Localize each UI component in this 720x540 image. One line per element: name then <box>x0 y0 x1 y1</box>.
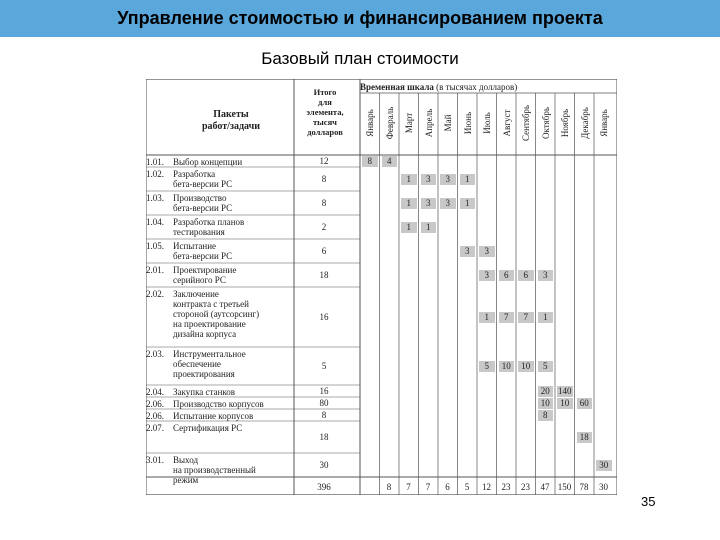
row-total: 5 <box>321 361 327 371</box>
cost-cell: 10 <box>538 398 554 409</box>
month-label: Январь <box>599 109 609 137</box>
row-description: Испытание бета-версии РС <box>173 241 233 261</box>
month-label: Март <box>404 112 414 134</box>
row-description: Проектирование серийного РС <box>173 265 237 285</box>
month-header <box>537 95 555 151</box>
row-total: 8 <box>321 410 327 420</box>
row-code: 1.03. <box>146 193 164 203</box>
slide-subtitle: Базовый план стоимости <box>261 49 459 68</box>
cost-cell: 7 <box>518 312 534 323</box>
month-total: 30 <box>599 482 608 492</box>
month-label: Август <box>501 109 512 137</box>
month-header <box>576 95 594 151</box>
row-description: Разработка планов тестирования <box>173 217 245 237</box>
cost-cell: 18 <box>577 432 593 443</box>
month-total: 5 <box>464 482 470 492</box>
cost-cell: 1 <box>460 198 476 209</box>
month-total: 12 <box>482 482 491 492</box>
row-description: Разработка бета-версии РС <box>173 169 233 189</box>
month-header <box>498 95 516 151</box>
cost-cell: 10 <box>557 398 573 409</box>
month-total: 8 <box>386 482 392 492</box>
row-code: 2.04. <box>146 387 164 397</box>
grand-total: 396 <box>317 482 331 492</box>
row-total: 12 <box>319 156 329 166</box>
page-number: 35 <box>641 494 656 509</box>
row-code: 1.04. <box>146 217 164 227</box>
row-description: Инструментальное обеспечение проектирования <box>173 349 246 379</box>
cost-cell: 7 <box>499 312 515 323</box>
row-code: 2.03. <box>146 349 164 359</box>
cost-cell: 20 <box>538 386 554 397</box>
cost-cell: 8 <box>362 156 378 167</box>
row-code: 1.01. <box>146 157 164 167</box>
cost-cell: 3 <box>421 174 437 185</box>
month-header <box>595 95 613 151</box>
row-total: 18 <box>319 270 329 280</box>
month-total: 6 <box>445 482 450 492</box>
header-timeline-bold: Временная шкала <box>360 82 434 92</box>
month-label: Июнь <box>462 111 473 135</box>
month-total: 47 <box>540 482 550 492</box>
row-code: 3.01. <box>146 455 164 465</box>
cost-cell: 1 <box>401 222 417 233</box>
cost-cell: 1 <box>479 312 495 323</box>
header-timeline-note: (в тысячах долларов) <box>433 82 518 92</box>
month-label: Январь <box>365 109 375 137</box>
header-timeline <box>360 82 616 92</box>
cost-cell: 4 <box>382 156 398 167</box>
month-header <box>459 95 477 151</box>
cost-cell: 5 <box>479 361 495 372</box>
cost-cell: 10 <box>499 361 515 372</box>
month-label: Февраль <box>384 106 395 140</box>
row-total: 16 <box>319 386 329 396</box>
cost-cell: 1 <box>401 198 417 209</box>
month-total: 23 <box>521 482 530 492</box>
month-header <box>400 95 418 151</box>
row-code: 1.02. <box>146 169 164 179</box>
month-header <box>556 95 574 151</box>
cost-cell: 30 <box>596 460 612 471</box>
row-description: Выбор концепции <box>173 157 243 167</box>
row-code: 1.05. <box>146 241 164 251</box>
row-code: 2.02. <box>146 289 164 299</box>
month-total: 78 <box>579 482 589 492</box>
month-header <box>478 95 496 151</box>
month-total: 7 <box>406 482 411 492</box>
row-total: 8 <box>321 198 327 208</box>
month-header <box>439 95 457 151</box>
row-code: 2.06. <box>146 411 164 421</box>
month-total: 150 <box>557 482 572 492</box>
row-code: 2.06. <box>146 399 164 409</box>
row-description: Закупка станков <box>173 387 236 397</box>
month-label: Декабрь <box>579 107 590 139</box>
cost-cell: 60 <box>577 398 593 409</box>
month-label: Ноябрь <box>560 108 570 138</box>
cost-cell: 6 <box>499 270 515 281</box>
cost-cell: 6 <box>518 270 534 281</box>
cost-cell: 3 <box>421 198 437 209</box>
row-description: Сертификация РС <box>173 423 243 433</box>
row-total: 2 <box>321 222 327 232</box>
cost-cell: 8 <box>538 410 554 421</box>
page-title: Управление стоимостью и финансированием проекта <box>117 8 603 28</box>
cost-cell: 1 <box>460 174 476 185</box>
month-header <box>381 95 399 151</box>
cost-cell: 3 <box>479 270 495 281</box>
row-total: 30 <box>319 460 329 470</box>
cost-cell: 1 <box>401 174 417 185</box>
row-description: Испытание корпусов <box>173 411 254 421</box>
title-banner <box>0 0 720 37</box>
row-total: 18 <box>319 432 329 442</box>
row-total: 80 <box>319 398 329 408</box>
cost-cell: 3 <box>440 198 456 209</box>
month-label: Апрель <box>423 108 434 138</box>
month-header <box>361 95 379 151</box>
month-total: 7 <box>425 482 431 492</box>
row-description: Производство бета-версии РС <box>173 193 233 213</box>
cost-cell: 1 <box>538 312 554 323</box>
row-description: Производство корпусов <box>173 399 264 409</box>
month-label: Июль <box>482 112 492 134</box>
cost-cell: 3 <box>538 270 554 281</box>
month-total: 23 <box>501 482 511 492</box>
cost-baseline-table <box>146 79 617 495</box>
header-total: Итого для элемента, тысяч долларов <box>306 87 344 137</box>
month-label: Май <box>443 114 453 132</box>
cost-cell: 10 <box>518 361 534 372</box>
row-total: 16 <box>319 312 329 322</box>
cost-cell: 3 <box>479 246 495 257</box>
row-total: 6 <box>321 246 327 256</box>
row-description: Выход на производственный режим <box>173 455 256 485</box>
row-description: Заключение контракта с третьей стороной (аутсорсинг) на проектирование дизайна корпуса <box>173 289 260 339</box>
row-total: 8 <box>321 174 327 184</box>
cost-cell: 3 <box>460 246 476 257</box>
row-code: 2.01. <box>146 265 164 275</box>
month-label: Сентябрь <box>521 104 531 142</box>
cost-cell: 3 <box>440 174 456 185</box>
cost-cell: 140 <box>558 385 572 396</box>
header-packages: Пакеты работ/задачи <box>201 109 261 132</box>
cost-cell: 1 <box>421 222 437 233</box>
cost-cell: 5 <box>538 361 554 372</box>
month-header <box>420 95 438 151</box>
row-code: 2.07. <box>146 423 164 433</box>
month-header <box>517 95 535 151</box>
month-label: Октябрь <box>540 107 551 139</box>
